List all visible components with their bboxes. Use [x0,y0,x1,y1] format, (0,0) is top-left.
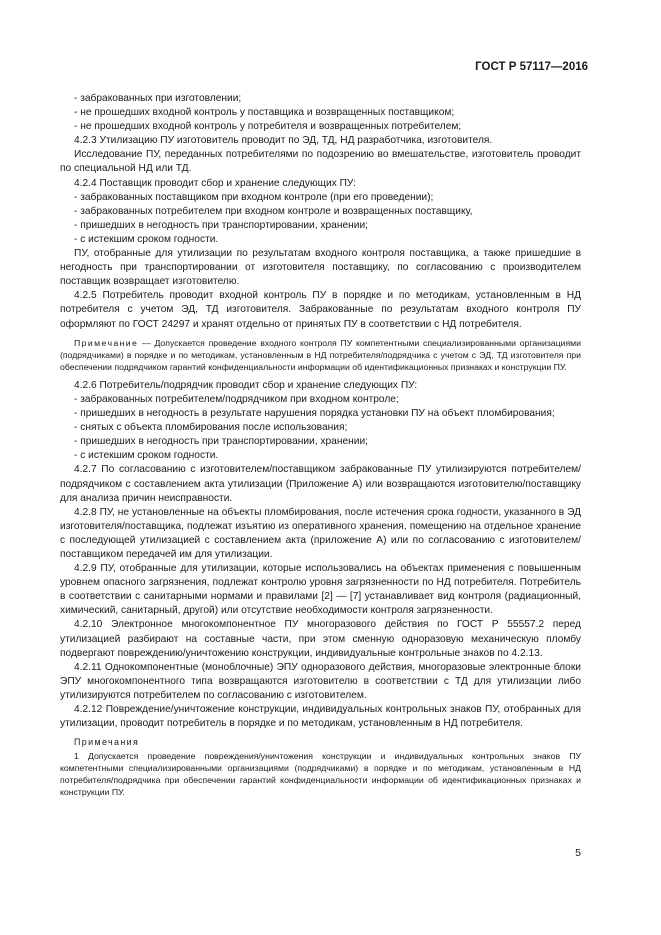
list-item: - не прошедших входной контроль у потребителя и возвращенных потребителем; [74,121,462,133]
list-item: - забракованных потребителем/подрядчиком при входном контроле; [74,393,399,405]
list-item: - не прошедших входной контроль у поставщика и возвращенных поставщиком; [74,107,455,119]
clause-4-2-12: 4.2.12 Повреждение/уничтожение конструкции, индивидуальных контрольных знаков ПУ, отобранных для утилизации, проводит потребитель в порядке и по методикам, установленным в НД потребителя. [60,704,581,730]
note-text: — Допускается проведение входного контроля ПУ компетентными специализированными организациями (подрядчиками) в порядке и по методикам, установленным в НД потребителя/подрядчика с учетом с ЭД, ТД изготовителя при обеспечении подрядчиком гарантий конфиденциальности информации об идентификационных признаках и конструкции ПУ. [60,337,581,372]
list-item: - с истекшим сроком годности. [74,233,219,245]
page-number: 5 [575,847,581,859]
clause-4-2-6: 4.2.6 Потребитель/подрядчик проводит сбор и хранение следующих ПУ: [74,379,418,391]
list-item: - забракованных потребителем при входном контроле и возвращенных поставщику, [74,205,473,217]
note-label: Примечание [74,337,139,348]
clause-4-2-5: 4.2.5 Потребитель проводит входной контроль ПУ в порядке и по методикам, установленным в НД потребителя с учетом ЭД, ТД изготовителя. Забракованные по результатам входного контроля ПУ оформляют по ГОСТ 24297 и хранят отдельно от принятых ПУ в соответствии с НД потребителя. [60,290,581,330]
clause-4-2-8: 4.2.8 ПУ, не установленные на объекты пломбирования, после истечения срока годности, указанного в ЭД изготовителя/поставщика, подлежат изъятию из оперативного хранения, помещению на отдельное хранение с последующей утилизацией с составлением акта (приложение А) или по согласованию с изготовителем/поставщиком передачей им для утилизации. [60,506,581,560]
list-item: - пришедших в негодность в результате нарушения порядка установки ПУ на объект пломбирования; [74,408,555,420]
list-item: - забракованных поставщиком при входном контроле (при его проведении); [74,191,434,203]
list-item: - пришедших в негодность при транспортировании, хранении; [74,219,368,231]
list-item: - снятых с объекта пломбирования после использования; [74,422,348,434]
clause-4-2-7: 4.2.7 По согласованию с изготовителем/поставщиком забракованные ПУ утилизируются потребителем/подрядчиком с составлением акта утилизации (Приложение А) или возвращаются изготовителю/поставщику для анализа причин неисправности. [60,464,581,504]
clause-4-2-11: 4.2.11 Однокомпонентные (моноблочные) ЭПУ одноразового действия, многоразовые электронные блоки ЭПУ многокомпонентного типа возвращаются изготовителю в соответствии с ТД для утилизации либо утилизируются потребителем по согласованию с изготовителем. [60,661,581,701]
notes-title: Примечания [74,737,140,748]
list-item: - забракованных при изготовлении; [74,93,242,104]
document-header: ГОСТ Р 57117—2016 [475,61,588,73]
clause-4-2-4: 4.2.4 Поставщик проводит сбор и хранение следующих ПУ: [74,177,356,189]
paragraph-research: Исследование ПУ, переданных потребителями по подозрению во вмешательстве, изготовитель проводит по специальной НД или ТД. [60,149,581,175]
paragraph-selected: ПУ, отобранные для утилизации по результатам входного контроля поставщика, а также пришедшие в негодность при транспортировании от изготовителя поставщику, по согласованию с производителем поставщик возвращает изготовителю. [60,248,581,288]
clause-4-2-10: 4.2.10 Электронное многокомпонентное ПУ многоразового действия по ГОСТ Р 55557.2 перед утилизацией разбирают на составные части, при этом сменную одноразовую механическую пломбу подвергают повреждению/уничтожению конструкции, индивидуальные контрольные знаков по 4.2.13. [60,619,581,659]
note-4-2-5 [60,337,581,373]
list-item: - пришедших в негодность при транспортировании, хранении; [74,436,368,448]
clause-4-2-9: 4.2.9 ПУ, отобранные для утилизации, которые использовались на объектах применения с повышенным уровнем опасного загрязнения, подлежат контролю уровня загрязненности по НД потребителя. Потребитель в соответствии с санитарными нормами и правилами [2] — [7] устанавливает вид контроля (радиационный, химический, санитарный, другой) или отсутствие необходимости контроля загрязненности. [60,563,581,617]
note-item-1: 1 Допускается проведение повреждения/уничтожения конструкции и индивидуальных контрольных знаков ПУ компетентными специализированными организациями (подрядчиками) в порядке и по методикам, установленным в НД потребителя/подрядчика при обеспечении гарантий конфиденциальности информации об идентификационных признаках и конструкции ПУ. [60,750,581,797]
list-item: - с истекшим сроком годности. [74,450,219,462]
clause-4-2-3: 4.2.3 Утилизацию ПУ изготовитель проводит по ЭД, ТД, НД разработчика, изготовителя. [74,135,493,147]
document-body [60,92,581,798]
